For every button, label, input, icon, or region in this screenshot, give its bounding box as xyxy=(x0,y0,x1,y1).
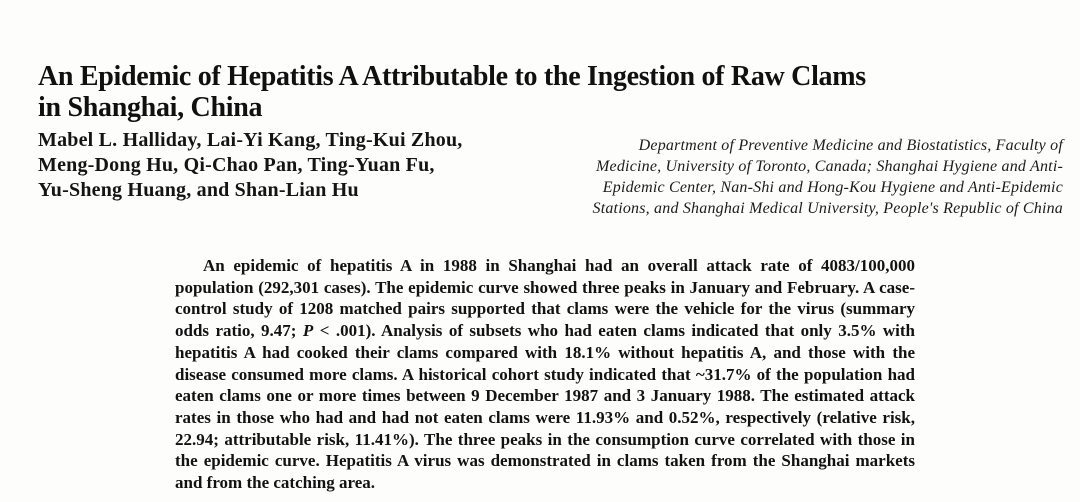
affiliation-block xyxy=(543,135,1063,219)
authors-block xyxy=(38,128,463,203)
abstract-part-1: An epidemic of hepatitis A in 1988 in Shanghai had an overall attack rate of 4083/100,000 population (292,301 cases). The epidemic curve showed three peaks in January and February. A case-control study of 1208 matched pairs supported that clams were the vehicle for the virus (summary odds ratio, 9.47; xyxy=(175,256,915,341)
abstract-text xyxy=(175,255,915,494)
title-line-2: in Shanghai, China xyxy=(38,91,263,123)
abstract-part-2: < .001). Analysis of subsets who had eaten clams indicated that only 3.5% with hepatitis A had cooked their clams compared with 18.1% without hepatitis A, and those with the disease consumed more clams. A historical cohort study indicated that ~31.7% of the population had eaten clams one or more times between 9 December 1987 and 3 January 1988. The estimated attack rates in those who had and had not eaten clams were 11.93% and 0.52%, respectively (relative risk, 22.94; attributable risk, 11.41%). The three peaks in the consumption curve correlated with those in the epidemic curve. Hepatitis A virus was demonstrated in clams taken from the Shanghai markets and from the catching area. xyxy=(175,321,915,493)
author-line-1: Mabel L. Halliday, Lai-Yi Kang, Ting-Kui Zhou, xyxy=(38,129,463,151)
affiliation-line-4: Stations, and Shanghai Medical University, People's Republic of China xyxy=(592,200,1063,217)
affiliation-line-2: Medicine, University of Toronto, Canada; Shanghai Hygiene and Anti- xyxy=(596,158,1063,175)
author-line-2: Meng-Dong Hu, Qi-Chao Pan, Ting-Yuan Fu, xyxy=(38,154,435,176)
title-line-1: An Epidemic of Hepatitis A Attributable to the Ingestion of Raw Clams xyxy=(38,60,866,92)
affiliation-line-3: Epidemic Center, Nan-Shi and Hong-Kou Hygiene and Anti-Epidemic xyxy=(602,179,1063,196)
affiliation-line-1: Department of Preventive Medicine and Biostatistics, Faculty of xyxy=(638,137,1063,154)
p-value-symbol: P xyxy=(302,321,314,341)
page-title xyxy=(38,61,866,123)
author-line-3: Yu-Sheng Huang, and Shan-Lian Hu xyxy=(38,179,359,201)
